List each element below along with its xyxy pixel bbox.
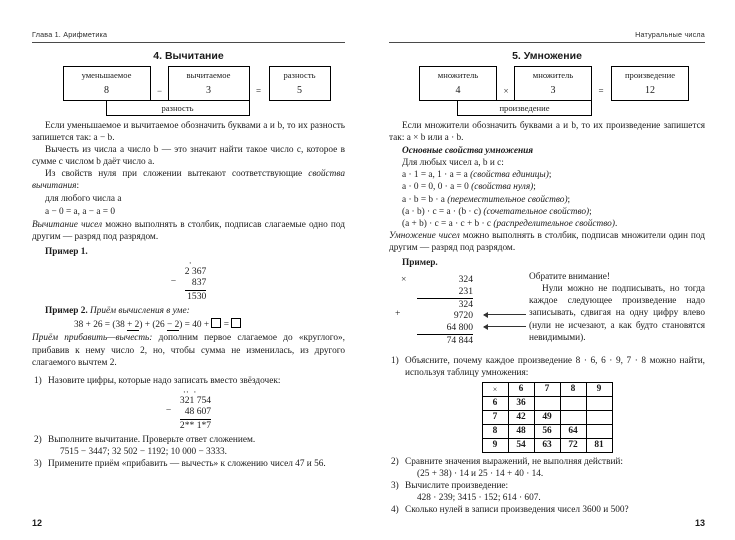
right-running-head: Натуральные числа [635,30,705,39]
property-3-tail: ; [567,194,571,205]
scheme-operator-times: × [503,86,509,96]
property-4-tail: ; [589,206,592,217]
example-1-sign: − [170,276,177,288]
left-page [0,0,367,540]
property-3-name: (переместительное свойство) [447,194,568,205]
mult-factor-2: 231 [417,286,473,299]
left-exercise-2 [32,434,345,458]
property-3-formula: a · b = b · a [402,194,448,205]
right-para-2 [389,230,705,254]
right-para-2-italic: Умножение чисел [389,230,460,241]
table-row-header: 6 [482,396,508,410]
scheme-box-minuend-label: уменьшаемое [81,70,132,80]
example-2-formula-underline-2: − 2 [167,320,180,331]
example-1-minuend: 2 367 [184,266,207,278]
left-para-4: для любого числа a [45,193,122,204]
mult-sign-times: × [401,274,407,286]
right-exercise-1-text: Объясните, почему каждое произведение 8 · 6, 6 · 9, 7 · 8 можно найти, используя таблицу умножения: [405,355,705,378]
right-section-title: 5. Умножение [512,50,582,62]
scheme-box-subtrahend-label: вычитаемое [186,70,231,80]
exercise-1-result: 2** 1*7 [179,419,212,431]
scheme-box-difference-label: разность [283,70,316,80]
left-para-6-italic: Приём прибавить—вычесть: [32,333,153,344]
property-2-tail: ; [533,182,536,193]
left-exercise-2-number: 2) [34,435,42,446]
scheme-operator-equals-2: = [598,86,604,96]
scheme-operator-minus: − [156,86,163,96]
left-para-1: Если уменьшаемое и вычитаемое обозначить буквами a и b, то их разность запишется так: a − b. [32,121,345,144]
example-1-borrow-dots: · [188,258,192,269]
table-corner-cell: × [482,382,508,396]
right-exercise-1 [389,355,705,379]
right-para-1: Если множители обозначить буквами a и b, то их произведение запишется так: a × b или a · b. [389,121,705,144]
exercise-1-minuend: 321 754 [179,394,212,406]
property-4 [389,206,705,218]
multiplication-scheme [405,66,689,116]
right-exercise-2-text: Сравните значения выражений, не выполняя действий: [405,456,623,467]
example-1-label: Пример 1. [45,246,88,257]
property-2-formula: a · 0 = 0, 0 · a = 0 [402,182,472,193]
property-5-formula: (a + b) · c = a · c + b · c [402,218,494,229]
left-exercise-1 [32,375,345,387]
properties-intro: Для любых чисел a, b и c: [402,158,504,169]
attention-note-text: Нули можно не подписывать, но тогда каждое следующее произведение надо записывать, сдвигая на одну цифру влево (нули не исчезают, а как будто становятся невидимыми). [529,284,705,343]
scheme-box-product-label: произведение [624,70,676,80]
left-exercise-3-text: Примените приём «прибавить — вычесть» к сложению чисел 47 и 56. [48,459,326,470]
mult-sign-plus: + [395,308,401,320]
scheme-box-difference [269,66,331,101]
table-cell [560,410,586,424]
table-row-header: 7 [482,410,508,424]
table-cell: 64 [560,424,586,438]
table-row [482,410,612,424]
left-exercise-1-number: 1) [34,375,42,386]
multiplication-table [482,382,613,453]
table-cell [560,396,586,410]
example-2-title: Приём вычисления в уме: [90,306,190,317]
exercise-1-sign: − [165,404,172,416]
right-exercise-3-sub: 428 · 239; 3415 · 152; 614 · 607. [417,493,541,504]
right-exercise-4-text: Сколько нулей в записи произведения чисел 3600 и 500? [405,505,629,516]
scheme-box-factor1 [419,66,497,101]
left-para-2: Вычесть из числа a число b — это значит найти такое число c, которое в сумме с числом b даёт число a. [32,145,345,168]
multiplication-column-calc [389,271,529,349]
table-cell [586,410,612,424]
left-para-5-italic: Вычитание чисел [32,219,103,230]
left-para-3 [32,168,345,192]
subtraction-scheme [49,66,329,116]
left-exercise-1-text: Назовите цифры, которые надо записать вместо звёздочек: [48,375,281,386]
example-and-note [389,271,705,349]
scheme-box-product-value: 12 [645,85,655,96]
table-col-header: 8 [560,382,586,396]
property-5-name: (распределительное свойство) [493,218,615,229]
table-cell [586,396,612,410]
scheme-box-factor2 [514,66,592,101]
property-1-tail: ; [548,170,552,181]
left-folio: 12 [32,518,43,528]
table-row [482,424,612,438]
table-cell: 81 [586,438,612,452]
right-exercise-2 [389,456,705,480]
example-1-subtrahend: 837 [185,277,207,290]
table-row-header: 8 [482,424,508,438]
property-2 [389,181,705,193]
left-exercise-2-sub: 7515 − 3447; 32 502 − 1192; 10 000 − 3333. [60,447,227,458]
arrow-to-partial-3-icon [484,326,526,327]
scheme-box-subtrahend [168,66,250,101]
scheme-lower-label-box [106,100,250,116]
right-exercise-4-number: 4) [391,505,399,516]
property-3 [389,194,705,206]
scheme-box-factor1-label: множитель [437,70,479,80]
left-header-rule [32,42,345,43]
mult-partial-3: 64 800 [417,322,473,335]
table-row-header: 9 [482,438,508,452]
answer-box-2 [231,318,241,328]
example-2-line [32,305,345,317]
left-exercise-3-number: 3) [34,459,42,470]
scheme-operator-equals: = [255,86,262,96]
right-page [367,0,735,540]
scheme-box-minuend-value: 8 [104,85,109,96]
properties-title: Основные свойства умножения [402,146,534,157]
left-para-6 [32,332,345,368]
example-2-formula-post: ) = 40 + [179,320,212,331]
property-4-formula: (a · b) · c = a · (b · c) [402,206,484,217]
table-row [482,438,612,452]
table-cell: 49 [534,410,560,424]
example-2-formula-underline-1: + 2 [127,320,140,331]
table-cell [586,424,612,438]
table-cell: 56 [534,424,560,438]
property-4-name: (сочетательное свойство) [483,206,590,217]
scheme-lower-label-2: произведение [499,103,550,113]
example-2-formula [32,318,345,331]
right-exercise-3-number: 3) [391,480,399,491]
table-cell: 63 [534,438,560,452]
mult-partial-1: 324 [458,298,473,310]
scheme-box-factor1-value: 4 [455,85,461,96]
scheme-box-subtrahend-value: 3 [206,85,211,96]
table-header-row [482,382,612,396]
attention-note-title: Обратите внимание! [529,272,610,283]
left-running-head: Глава 1. Арифметика [32,30,108,39]
table-cell: 72 [560,438,586,452]
left-exercise-3 [32,458,345,470]
right-exercise-4 [389,504,705,516]
exercise-1-borrow-dots: ·· · [182,386,197,397]
example-2-formula-eq: = [221,320,232,331]
property-2-name: (свойства нуля) [471,182,534,193]
example-2-formula-mid: ) + (26 [139,320,168,331]
table-col-header: 9 [586,382,612,396]
table-cell: 42 [508,410,534,424]
left-para-3-italic: свойства вычитания [32,169,345,192]
attention-note [529,271,705,344]
example-1-result: 1530 [187,290,207,302]
property-1 [389,169,705,181]
scheme-box-factor2-value: 3 [550,85,556,96]
table-cell: 48 [508,424,534,438]
right-header-rule [389,42,705,43]
property-5 [389,218,705,230]
left-exercise-2-text: Выполните вычитание. Проверьте ответ сложением. [48,435,256,446]
left-formula-1: a − 0 = a, a − a = 0 [45,206,116,217]
right-example-label: Пример. [402,258,438,269]
left-section-title: 4. Вычитание [153,50,224,62]
table-cell: 54 [508,438,534,452]
left-para-3b: : [76,181,80,192]
table-cell [534,396,560,410]
mult-partial-2: 9720 [453,310,473,322]
right-exercise-2-number: 2) [391,456,399,467]
scheme-lower-label: разность [161,103,194,113]
property-1-name: (свойства единицы) [470,170,549,181]
right-exercise-2-sub: (25 + 38) · 14 и 25 · 14 + 40 · 14. [417,468,544,479]
table-col-header: 7 [534,382,560,396]
exercise-1-column-subtraction [32,386,345,431]
right-folio: 13 [694,518,705,528]
property-1-formula: a · 1 = a, 1 · a = a [402,170,471,181]
left-para-5a: можно выполнять в столбик, подписав слагаемые одно под другим — разряд под разрядом. [32,219,345,242]
mult-factor-1: 324 [458,274,473,286]
example-1-column-subtraction [32,258,345,302]
left-para-6a: дополним первое слагаемое до «круглого», прибавив к нему число 2, но, чтобы сумма не изменилась, из другого слагаемого вычтем 2. [32,333,346,368]
scheme-box-minuend [63,66,151,101]
table-col-header: 6 [508,382,534,396]
answer-box-1 [211,318,221,328]
right-exercise-1-number: 1) [391,355,399,366]
right-para-2a: можно выполнять в столбик, подписав множители один под другим — разряд под разрядом. [389,230,706,253]
scheme-lower-label-box-2 [457,100,592,116]
table-row [482,396,612,410]
scheme-box-difference-value: 5 [297,85,302,96]
property-5-tail: . [614,218,618,229]
exercise-1-subtrahend: 48 607 [180,406,211,419]
scheme-box-product [611,66,689,101]
right-exercise-3 [389,480,705,504]
arrow-to-partial-2-icon [484,314,526,315]
mult-result: 74 844 [446,335,473,347]
table-cell: 36 [508,396,534,410]
scheme-box-factor2-label: множитель [532,70,574,80]
right-exercise-3-text: Вычислите произведение: [405,480,509,491]
left-para-5 [32,219,345,243]
left-para-3a: Из свойств нуля при сложении вытекают соответствующие [45,169,309,180]
example-2-formula-pre: 38 + 26 = (38 [74,320,128,331]
example-2-label: Пример 2. [45,306,88,317]
